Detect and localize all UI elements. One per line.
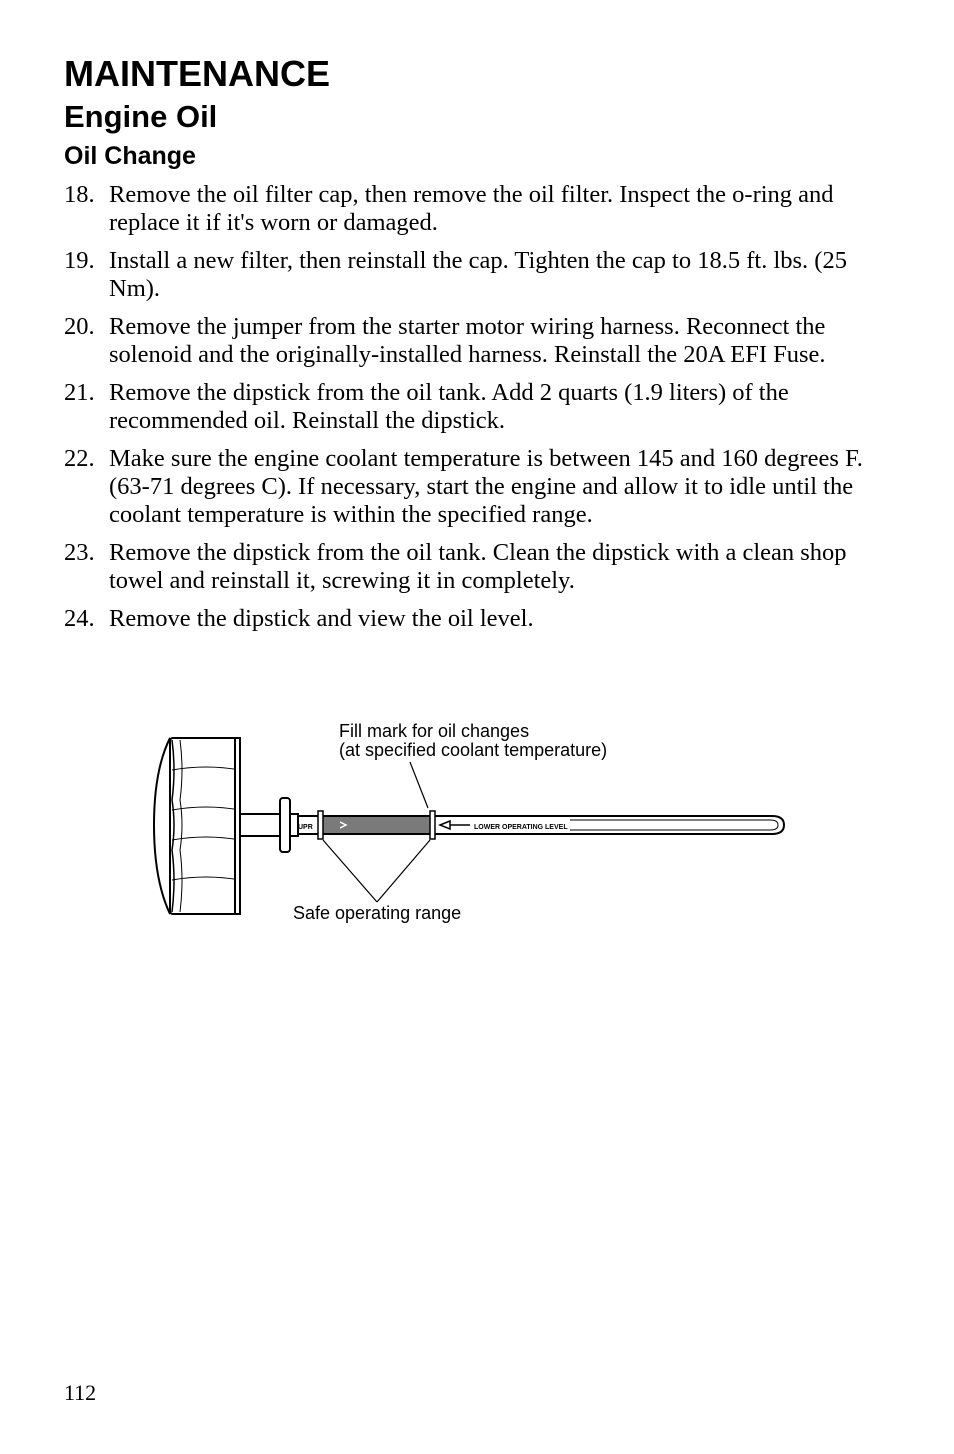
step-number: 19. xyxy=(64,247,95,274)
fill-mark-label-line2: (at specified coolant temperature) xyxy=(339,740,608,760)
step-item xyxy=(64,313,864,369)
step-number: 21. xyxy=(64,379,95,406)
upper-mark xyxy=(318,811,323,839)
step-item xyxy=(64,605,864,633)
step-number: 18. xyxy=(64,181,95,208)
step-number: 22. xyxy=(64,445,95,472)
step-text: Make sure the engine coolant temperature is between 145 and 160 degrees F. (63-71 degrees C). If necessary, start the engine and allow it to idle until the coolant temperature is within the specified range. xyxy=(109,445,863,528)
step-number: 20. xyxy=(64,313,95,340)
lower-mark-label: LOWER OPERATING LEVEL xyxy=(474,824,568,831)
fill-mark-label-line1: Fill mark for oil changes xyxy=(339,721,530,741)
range-leader-left xyxy=(323,840,377,902)
dipstick-shaft xyxy=(240,814,280,836)
topic-title: Engine Oil xyxy=(64,99,218,134)
step-number: 24. xyxy=(64,605,95,632)
step-number: 23. xyxy=(64,539,95,566)
lower-mark xyxy=(430,811,435,839)
safe-range-label: Safe operating range xyxy=(293,903,462,923)
upper-mark-label: UPR xyxy=(298,824,313,831)
subtopic-title: Oil Change xyxy=(64,142,196,170)
step-item xyxy=(64,539,864,595)
dipstick-illustration xyxy=(140,710,800,940)
fill-mark-leader xyxy=(410,762,428,808)
step-item xyxy=(64,181,864,237)
safe-range-shading xyxy=(322,817,430,833)
page-number: 112 xyxy=(64,1380,97,1405)
step-item xyxy=(64,445,864,529)
dipstick-figure xyxy=(140,710,800,940)
step-item xyxy=(64,247,864,303)
step-item xyxy=(64,379,864,435)
dipstick-collar xyxy=(280,798,290,852)
step-text: Remove the oil filter cap, then remove the oil filter. Inspect the o-ring and replace it if it's worn or damaged. xyxy=(109,181,834,236)
step-text: Install a new filter, then reinstall the cap. Tighten the cap to 18.5 ft. lbs. (25 Nm). xyxy=(109,247,847,302)
step-text: Remove the jumper from the starter motor wiring harness. Reconnect the solenoid and the originally-installed harness. Reinstall the 20A EFI Fuse. xyxy=(109,313,826,368)
step-text: Remove the dipstick from the oil tank. Clean the dipstick with a clean shop towel and reinstall it, screwing it in completely. xyxy=(109,539,847,594)
dipstick-cap xyxy=(154,738,240,914)
procedure-steps xyxy=(64,181,864,643)
range-leader-right xyxy=(377,840,430,902)
section-title: MAINTENANCE xyxy=(64,53,330,94)
step-text: Remove the dipstick and view the oil level. xyxy=(109,605,534,632)
step-text: Remove the dipstick from the oil tank. Add 2 quarts (1.9 liters) of the recommended oil. Reinstall the dipstick. xyxy=(109,379,789,434)
